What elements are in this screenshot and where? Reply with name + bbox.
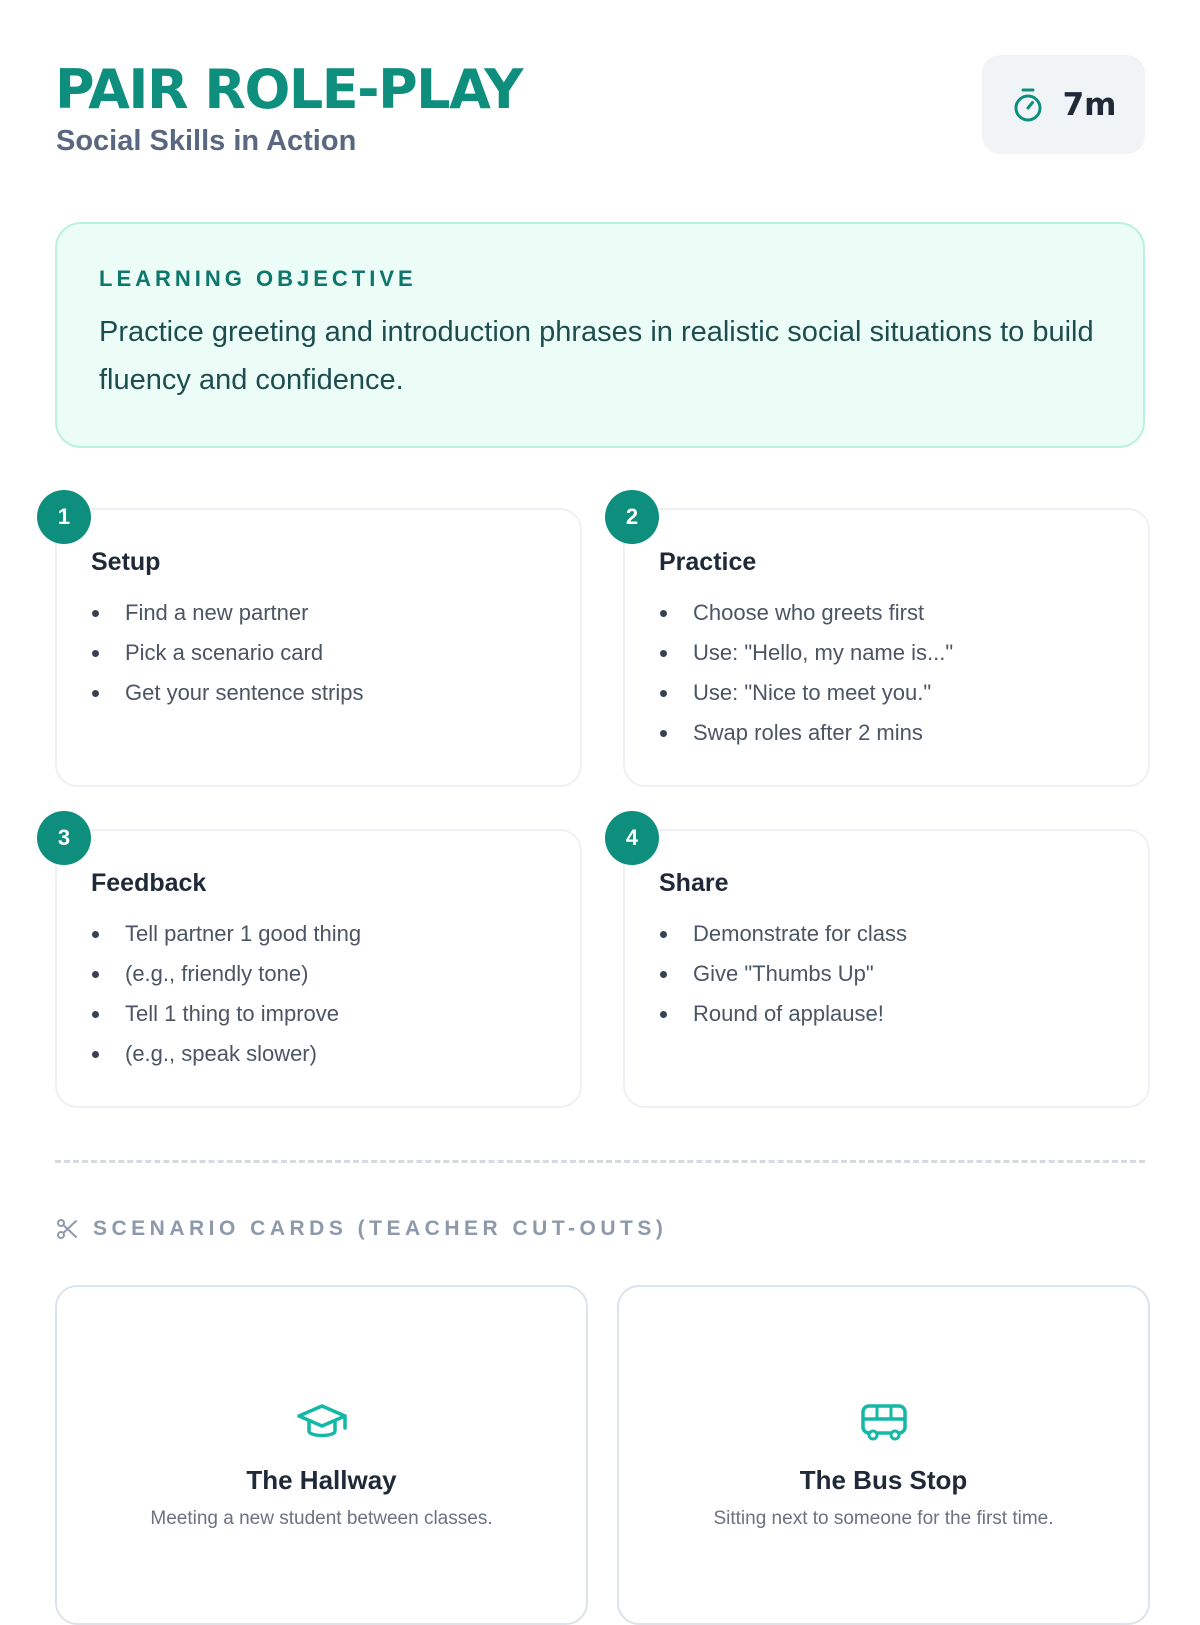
- step-number-badge: 1: [37, 490, 91, 544]
- list-item: Tell 1 thing to improve: [91, 994, 546, 1034]
- cut-line-divider: [55, 1160, 1145, 1163]
- list-item: Give "Thumbs Up": [659, 954, 1114, 994]
- list-item: (e.g., friendly tone): [91, 954, 546, 994]
- scenario-description: Sitting next to someone for the first time.: [713, 1508, 1054, 1529]
- step-title: Setup: [91, 548, 161, 576]
- step-number-badge: 3: [37, 811, 91, 865]
- list-item: Use: "Nice to meet you.": [659, 673, 1114, 713]
- scenario-description: Meeting a new student between classes.: [150, 1508, 493, 1529]
- step-card-feedback: [55, 825, 582, 1108]
- step-list: [659, 593, 1114, 753]
- learning-objective-box: [55, 222, 1145, 448]
- scissors-icon: [55, 1217, 79, 1241]
- step-list: [91, 914, 546, 1074]
- objective-label: LEARNING OBJECTIVE: [99, 266, 417, 291]
- list-item: Demonstrate for class: [659, 914, 1114, 954]
- page-subtitle: Social Skills in Action: [56, 125, 357, 157]
- scenario-title: The Bus Stop: [799, 1465, 968, 1495]
- scenario-title: The Hallway: [246, 1465, 397, 1495]
- list-item: (e.g., speak slower): [91, 1034, 546, 1074]
- step-card-share: [623, 825, 1150, 1108]
- bus-icon: [860, 1403, 908, 1443]
- list-item: Find a new partner: [91, 593, 546, 633]
- list-item: Pick a scenario card: [91, 633, 546, 673]
- timer-icon: [1011, 87, 1045, 123]
- scenario-section-label: SCENARIO CARDS (TEACHER CUT-OUTS): [93, 1217, 668, 1240]
- objective-text: Practice greeting and introduction phrases in realistic social situations to build fluency and confidence.: [99, 316, 1094, 396]
- scenario-card-bus-stop: [617, 1285, 1150, 1625]
- step-title: Share: [659, 869, 729, 897]
- step-number-badge: 2: [605, 490, 659, 544]
- step-title: Feedback: [91, 869, 207, 897]
- list-item: Use: "Hello, my name is...": [659, 633, 1114, 673]
- page-header: [55, 55, 1145, 165]
- step-card-practice: [623, 504, 1150, 787]
- list-item: Get your sentence strips: [91, 673, 546, 713]
- list-item: Tell partner 1 good thing: [91, 914, 546, 954]
- list-item: Choose who greets first: [659, 593, 1114, 633]
- step-number-badge: 4: [605, 811, 659, 865]
- graduation-cap-icon: [296, 1403, 348, 1441]
- scenario-section-header: [55, 1217, 667, 1241]
- step-list: [91, 593, 546, 713]
- list-item: Round of applause!: [659, 994, 1114, 1034]
- list-item: Swap roles after 2 mins: [659, 713, 1114, 753]
- step-list: [659, 914, 1114, 1034]
- step-title: Practice: [659, 548, 757, 576]
- step-card-setup: [55, 504, 582, 787]
- page-title: PAIR ROLE-PLAY: [55, 58, 522, 121]
- scenario-card-hallway: [55, 1285, 588, 1625]
- timer-duration: 7m: [1062, 86, 1117, 123]
- timer-badge: [982, 55, 1145, 154]
